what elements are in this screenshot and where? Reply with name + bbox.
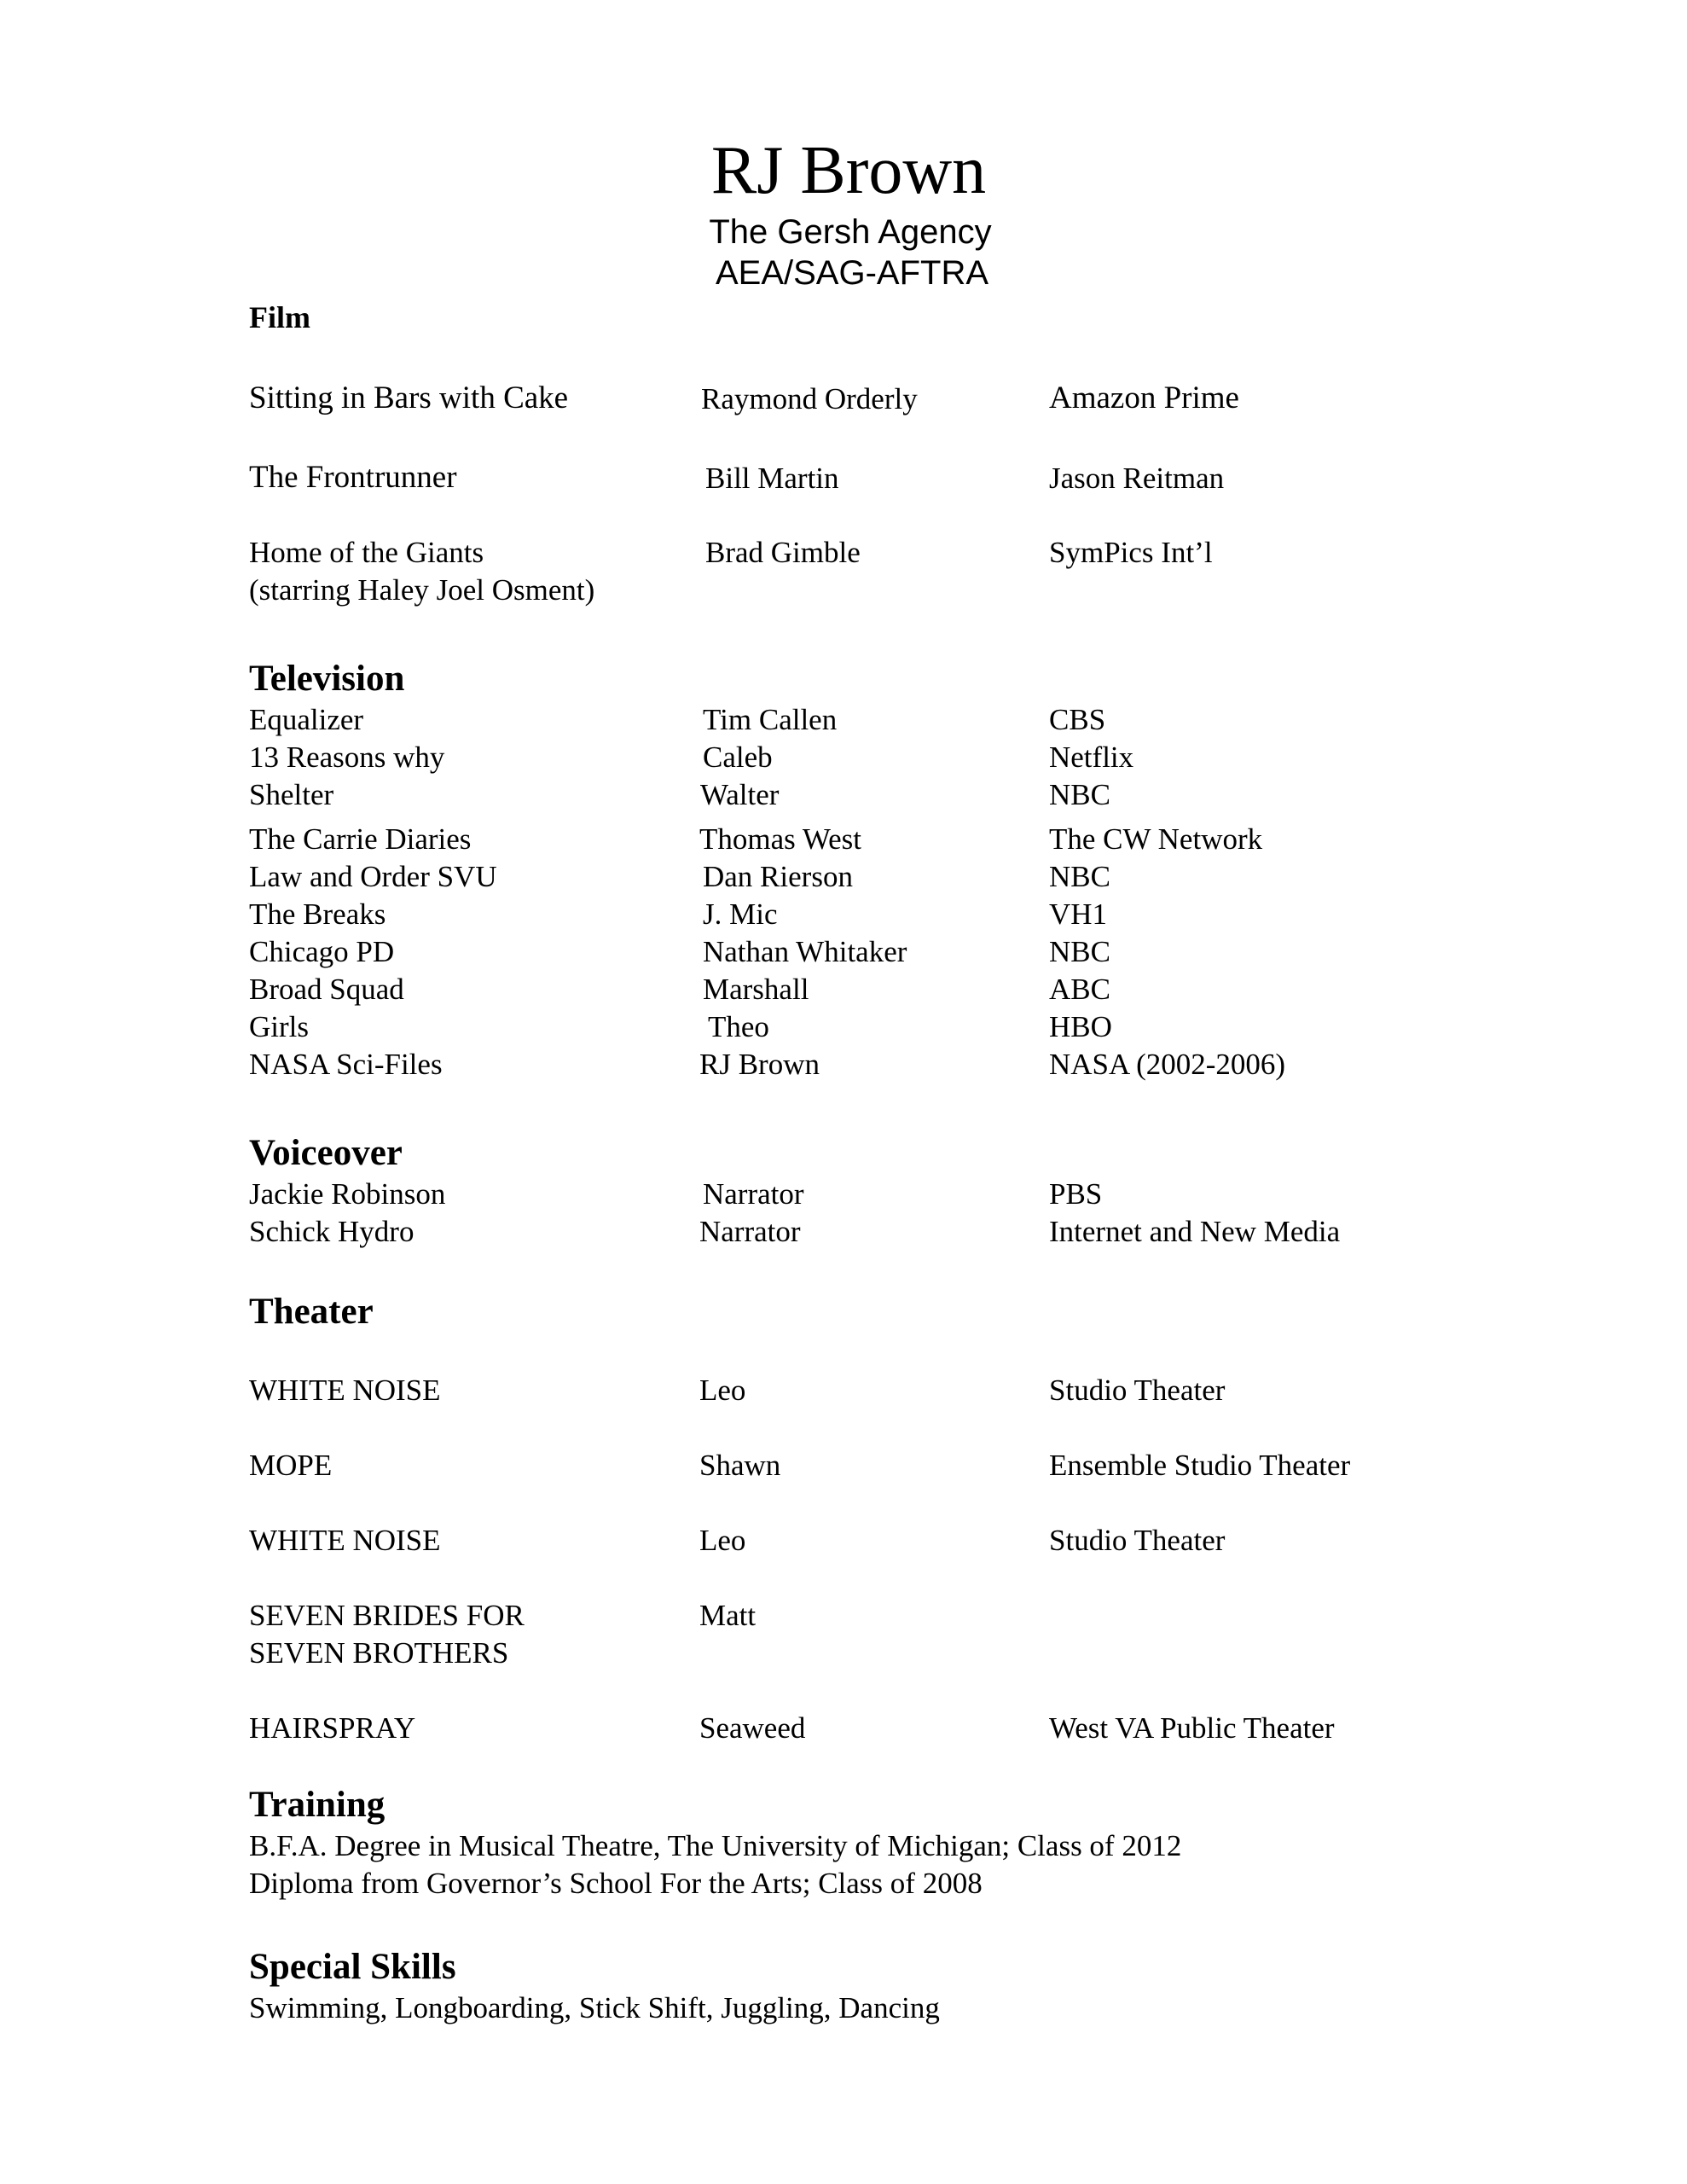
section-heading-training: Training [249, 1785, 386, 1825]
tv-role: Walter [700, 778, 780, 811]
theater-role: Leo [699, 1374, 746, 1407]
film-title: The Frontrunner [249, 460, 457, 495]
theater-title: HAIRSPRAY [249, 1711, 416, 1745]
tv-network: NBC [1049, 935, 1110, 968]
voiceover-title: Jackie Robinson [249, 1177, 446, 1211]
section-heading-voiceover: Voiceover [249, 1133, 403, 1173]
theater-company: Studio Theater [1049, 1524, 1226, 1557]
tv-title: 13 Reasons why [249, 741, 445, 774]
film-company: Amazon Prime [1049, 380, 1239, 415]
film-title: Home of the Giants [249, 536, 484, 569]
resume-name: RJ Brown [710, 133, 987, 208]
tv-network: Netflix [1049, 741, 1134, 774]
tv-title: The Breaks [249, 897, 386, 931]
section-heading-television: Television [249, 659, 405, 699]
theater-title: WHITE NOISE [249, 1374, 441, 1407]
tv-network: NBC [1049, 778, 1110, 811]
film-company: SymPics Int’l [1049, 536, 1213, 569]
tv-title: Equalizer [249, 703, 364, 736]
film-role: Raymond Orderly [701, 382, 918, 415]
voiceover-company: Internet and New Media [1049, 1215, 1341, 1248]
tv-network: NASA (2002-2006) [1049, 1048, 1286, 1081]
theater-title: WHITE NOISE [249, 1524, 441, 1557]
tv-title: Law and Order SVU [249, 860, 497, 893]
voiceover-role: Narrator [699, 1215, 801, 1248]
tv-title: Shelter [249, 778, 334, 811]
training-line: Diploma from Governor’s School For the Arts; Class of 2008 [249, 1867, 983, 1900]
theater-company: West VA Public Theater [1049, 1711, 1335, 1745]
tv-title: Girls [249, 1010, 309, 1043]
tv-role: Nathan Whitaker [703, 935, 907, 968]
tv-role: Thomas West [699, 822, 861, 856]
tv-network: HBO [1049, 1010, 1112, 1043]
tv-network: NBC [1049, 860, 1110, 893]
film-title: Sitting in Bars with Cake [249, 380, 569, 415]
theater-role: Matt [699, 1599, 757, 1632]
training-line: B.F.A. Degree in Musical Theatre, The University of Michigan; Class of 2012 [249, 1829, 1182, 1862]
film-title-note: (starring Haley Joel Osment) [249, 573, 595, 607]
section-heading-special-skills: Special Skills [249, 1947, 456, 1987]
section-heading-theater: Theater [249, 1292, 374, 1332]
theater-title-line2: SEVEN BROTHERS [249, 1636, 509, 1670]
theater-company: Studio Theater [1049, 1374, 1226, 1407]
voiceover-role: Narrator [703, 1177, 804, 1211]
film-role: Brad Gimble [705, 536, 861, 569]
tv-network: CBS [1049, 703, 1106, 736]
tv-role: RJ Brown [699, 1048, 820, 1081]
theater-title: SEVEN BRIDES FOR [249, 1599, 525, 1632]
tv-role: Tim Callen [703, 703, 838, 736]
agency-name: The Gersh Agency [709, 213, 992, 251]
film-role: Bill Martin [705, 462, 839, 495]
tv-role: J. Mic [703, 897, 778, 931]
theater-company: Ensemble Studio Theater [1049, 1449, 1351, 1482]
tv-title: Broad Squad [249, 973, 404, 1006]
special-skills-text: Swimming, Longboarding, Stick Shift, Juggling, Dancing [249, 1991, 940, 2024]
tv-role: Marshall [703, 973, 809, 1006]
theater-role: Shawn [699, 1449, 781, 1482]
theater-role: Leo [699, 1524, 746, 1557]
tv-title: The Carrie Diaries [249, 822, 472, 856]
theater-role: Seaweed [699, 1711, 806, 1745]
tv-title: NASA Sci-Files [249, 1048, 443, 1081]
film-company: Jason Reitman [1049, 462, 1225, 495]
tv-network: VH1 [1049, 897, 1108, 931]
voiceover-company: PBS [1049, 1177, 1103, 1211]
theater-title: MOPE [249, 1449, 333, 1482]
voiceover-title: Schick Hydro [249, 1215, 415, 1248]
tv-title: Chicago PD [249, 935, 395, 968]
tv-role: Caleb [703, 741, 773, 774]
union-affiliation: AEA/SAG-AFTRA [715, 254, 989, 292]
tv-network: ABC [1049, 973, 1110, 1006]
tv-role: Theo [708, 1010, 769, 1043]
tv-network: The CW Network [1049, 822, 1263, 856]
tv-role: Dan Rierson [703, 860, 853, 893]
section-heading-film: Film [249, 300, 310, 334]
